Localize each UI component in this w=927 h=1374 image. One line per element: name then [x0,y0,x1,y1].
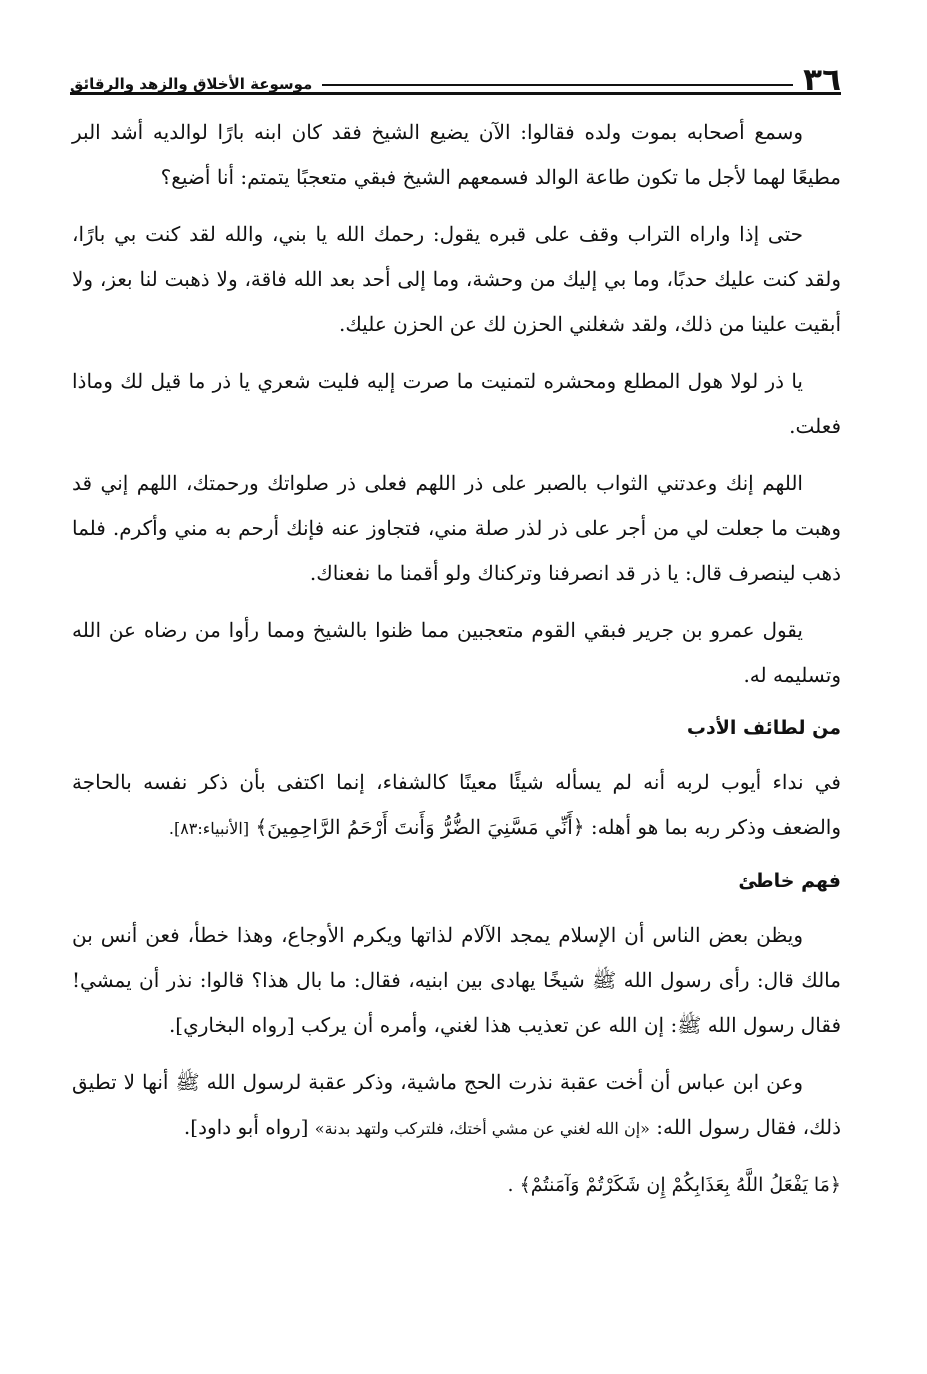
paragraph-4: اللهم إنك وعدتني الثواب بالصبر على ذر اللهم فعلى ذر صلواتك ورحمتك، اللهم إني قد وهبت ما جعلت لي من أجر على ذر لذر صلة مني، فتجاوز عنه فإنك أرحم به مني وأكرم. فلما ذهب لينصرف قال: يا ذر قد انصرفنا وتركناك ولو أقمنا ما نفعناك. [72,471,841,585]
paragraph-3: يا ذر لولا هول المطلع ومحشره لتمنيت ما صرت إليه فليت شعري يا ذر ما قيل لك وماذا فعلت. [72,369,841,438]
quran-verse: ﴿مَا يَفْعَلُ اللَّهُ بِعَذَابِكُمْ إِن شَكَرْتُمْ وَآمَنتُمْ﴾ . [507,1174,841,1196]
paragraph-ibn-abbas-hadith [72,1060,841,1151]
citation-anbiya: [الأنبياء:٨٣]. [168,819,250,838]
citation-abu-dawud: [رواه أبو داود]. [183,1115,309,1139]
section-heading-misconception: فهم خاطئ [738,870,841,892]
running-header [70,52,841,96]
paragraph-anas-hadith: ويظن بعض الناس أن الإسلام يمجد الآلام لذاتها ويكرم الأوجاع، وهذا خطأ، فعن أنس بن مالك قال: رأى رسول الله ﷺ شيخًا يهادى بين ابنيه، فقال: ما بال هذا؟ قالوا: نذر أن يمشي! فقال رسول الله ﷺ: إن الله عن تعذيب هذا لغني، وأمره أن يركب [رواه البخاري]. [72,923,841,1037]
header-divider [70,92,841,95]
paragraph-ayyub [72,760,841,851]
header-rule [322,84,793,86]
page-number: ٣٦ [803,62,841,98]
book-title: موسوعة الأخلاق والزهد والرقائق [70,75,313,93]
hadith-quote: «إن الله لغني عن مشي أختك، فلتركب ولتهد بدنة» [314,1119,650,1138]
paragraph-2: حتى إذا واراه التراب وقف على قبره يقول: رحمك الله يا بني، والله لقد كنت بي بارًا، ولقد كنت عليك حدبًا، وما بي إليك من وحشة، وما إلى أحد بعد الله فاقة، ولا ذهبت لنا بعز، ولا أبقيت علينا من ذلك، ولقد شغلني الحزن لك عن الحزن عليك. [72,222,841,336]
paragraph-5: يقول عمرو بن جرير فبقي القوم متعجبين مما ظنوا بالشيخ ومما رأوا من رضاه عن الله وتسليمه له. [72,618,841,687]
paragraph-1: وسمع أصحابه بموت ولده فقالوا: الآن يضيع الشيخ فقد كان ابنه بارًا لوالديه أشد البر مطيعًا لهما لأجل ما تكون طاعة الوالد فسمعهم الشيخ فبقي متعجبًا يتمتم: أنا أضيع؟ [72,120,841,189]
paragraph-ayyub-text: في نداء أيوب لربه أنه لم يسأله شيئًا معينًا كالشفاء، إنما اكتفى بأن ذكر نفسه بالحاجة والضعف وذكر ربه بما هو أهله: ﴿أَنِّي مَسَّنِيَ الضُّرُّ وَأَنتَ أَرْحَمُ الرَّاحِمِينَ﴾ [72,770,841,839]
section-heading-adab: من لطائف الأدب [686,717,841,739]
paragraph-ibn-abbas-text: وعن ابن عباس أن أخت عقبة نذرت الحج ماشية، وذكر عقبة لرسول الله ﷺ أنها لا تطيق ذلك، فقال رسول الله: [72,1070,841,1139]
page-content [72,110,841,1208]
